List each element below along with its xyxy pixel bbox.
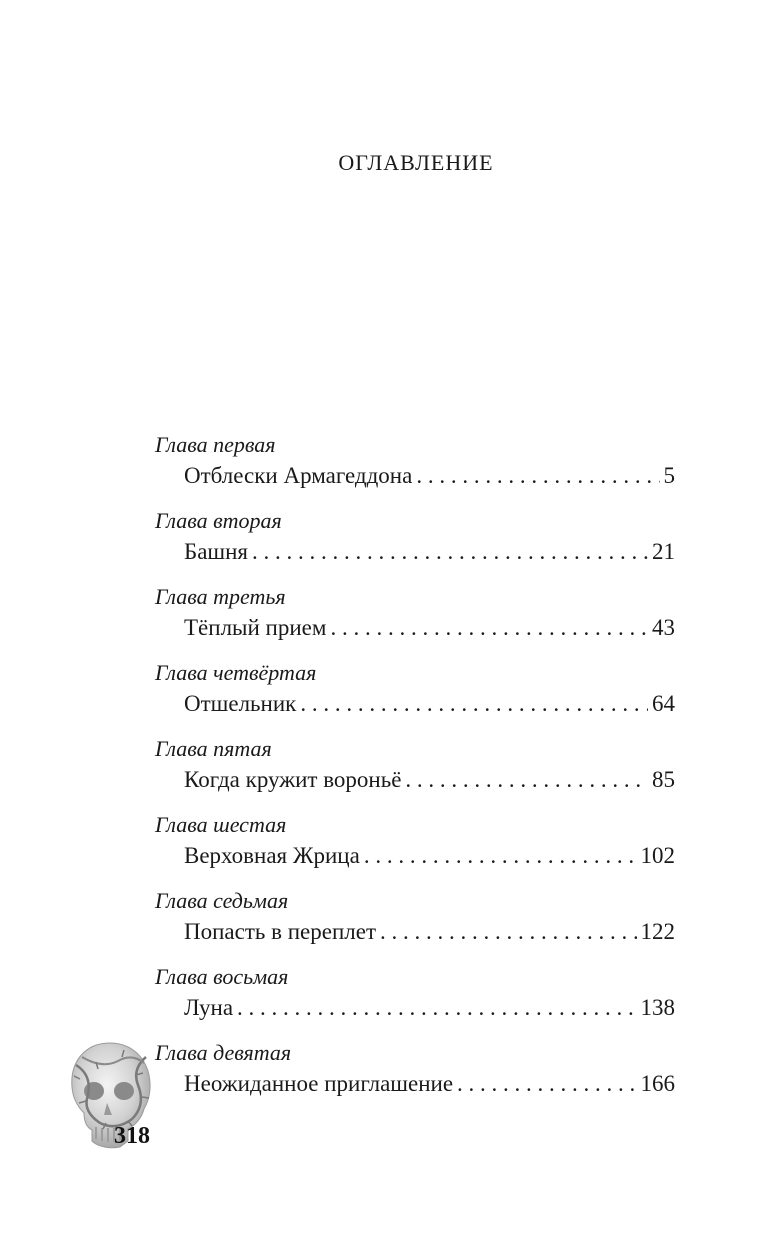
chapter-title: Отшельник xyxy=(184,691,297,716)
chapter-title: Отблески Армагеддона xyxy=(184,463,413,488)
chapter-title: Когда кружит вороньё xyxy=(184,767,402,792)
toc-entry xyxy=(155,886,675,948)
dot-leader xyxy=(380,916,636,948)
toc-entry xyxy=(155,734,675,796)
chapter-page-number: 138 xyxy=(640,995,675,1020)
dot-leader xyxy=(237,992,636,1024)
chapter-label: Глава седьмая xyxy=(155,888,289,913)
dot-leader xyxy=(416,460,659,492)
chapter-page-number: 102 xyxy=(640,843,675,868)
chapter-page-number: 122 xyxy=(640,919,675,944)
chapter-page-number: 166 xyxy=(640,1071,675,1096)
chapter-page-number: 64 xyxy=(652,691,675,716)
chapter-label: Глава пятая xyxy=(155,736,272,761)
dot-leader xyxy=(457,1068,636,1100)
toc-entry xyxy=(155,506,675,568)
folio-block xyxy=(62,1035,162,1160)
dot-leader xyxy=(405,764,648,796)
toc-entry xyxy=(155,658,675,720)
dot-leader xyxy=(364,840,637,872)
toc-entry xyxy=(155,962,675,1024)
chapter-label: Глава первая xyxy=(155,432,276,457)
chapter-title: Попасть в переплет xyxy=(184,919,377,944)
chapter-line xyxy=(155,1068,675,1100)
toc-entry xyxy=(155,430,675,492)
chapter-page-number: 85 xyxy=(652,767,675,792)
chapter-line xyxy=(155,764,675,796)
toc-entry xyxy=(155,810,675,872)
chapter-page-number: 43 xyxy=(652,615,675,640)
chapter-label: Глава третья xyxy=(155,584,286,609)
chapter-page-number: 21 xyxy=(652,539,675,564)
page-number: 318 xyxy=(114,1123,150,1149)
chapter-label: Глава шестая xyxy=(155,812,287,837)
chapter-title: Верховная Жрица xyxy=(184,843,360,868)
chapter-label: Глава вторая xyxy=(155,508,282,533)
chapter-title: Тёплый прием xyxy=(184,615,327,640)
chapter-label: Глава четвёртая xyxy=(155,660,317,685)
dot-leader xyxy=(330,612,648,644)
chapter-line xyxy=(155,688,675,720)
chapter-line xyxy=(155,612,675,644)
chapter-title: Башня xyxy=(184,539,249,564)
dot-leader xyxy=(252,536,648,568)
chapter-title: Неожиданное приглашение xyxy=(184,1071,454,1096)
chapter-line xyxy=(155,916,675,948)
chapter-line xyxy=(155,536,675,568)
chapter-line xyxy=(155,840,675,872)
chapter-page-number: 5 xyxy=(663,463,675,488)
toc-entry xyxy=(155,582,675,644)
table-of-contents xyxy=(155,430,675,1114)
chapter-line xyxy=(155,992,675,1024)
toc-entry xyxy=(155,1038,675,1100)
page-title: ОГЛАВЛЕНИЕ xyxy=(338,150,494,175)
chapter-label: Глава восьмая xyxy=(155,964,289,989)
dot-leader xyxy=(300,688,648,720)
chapter-label: Глава девятая xyxy=(155,1040,292,1065)
chapter-line xyxy=(155,460,675,492)
chapter-title: Луна xyxy=(184,995,234,1020)
